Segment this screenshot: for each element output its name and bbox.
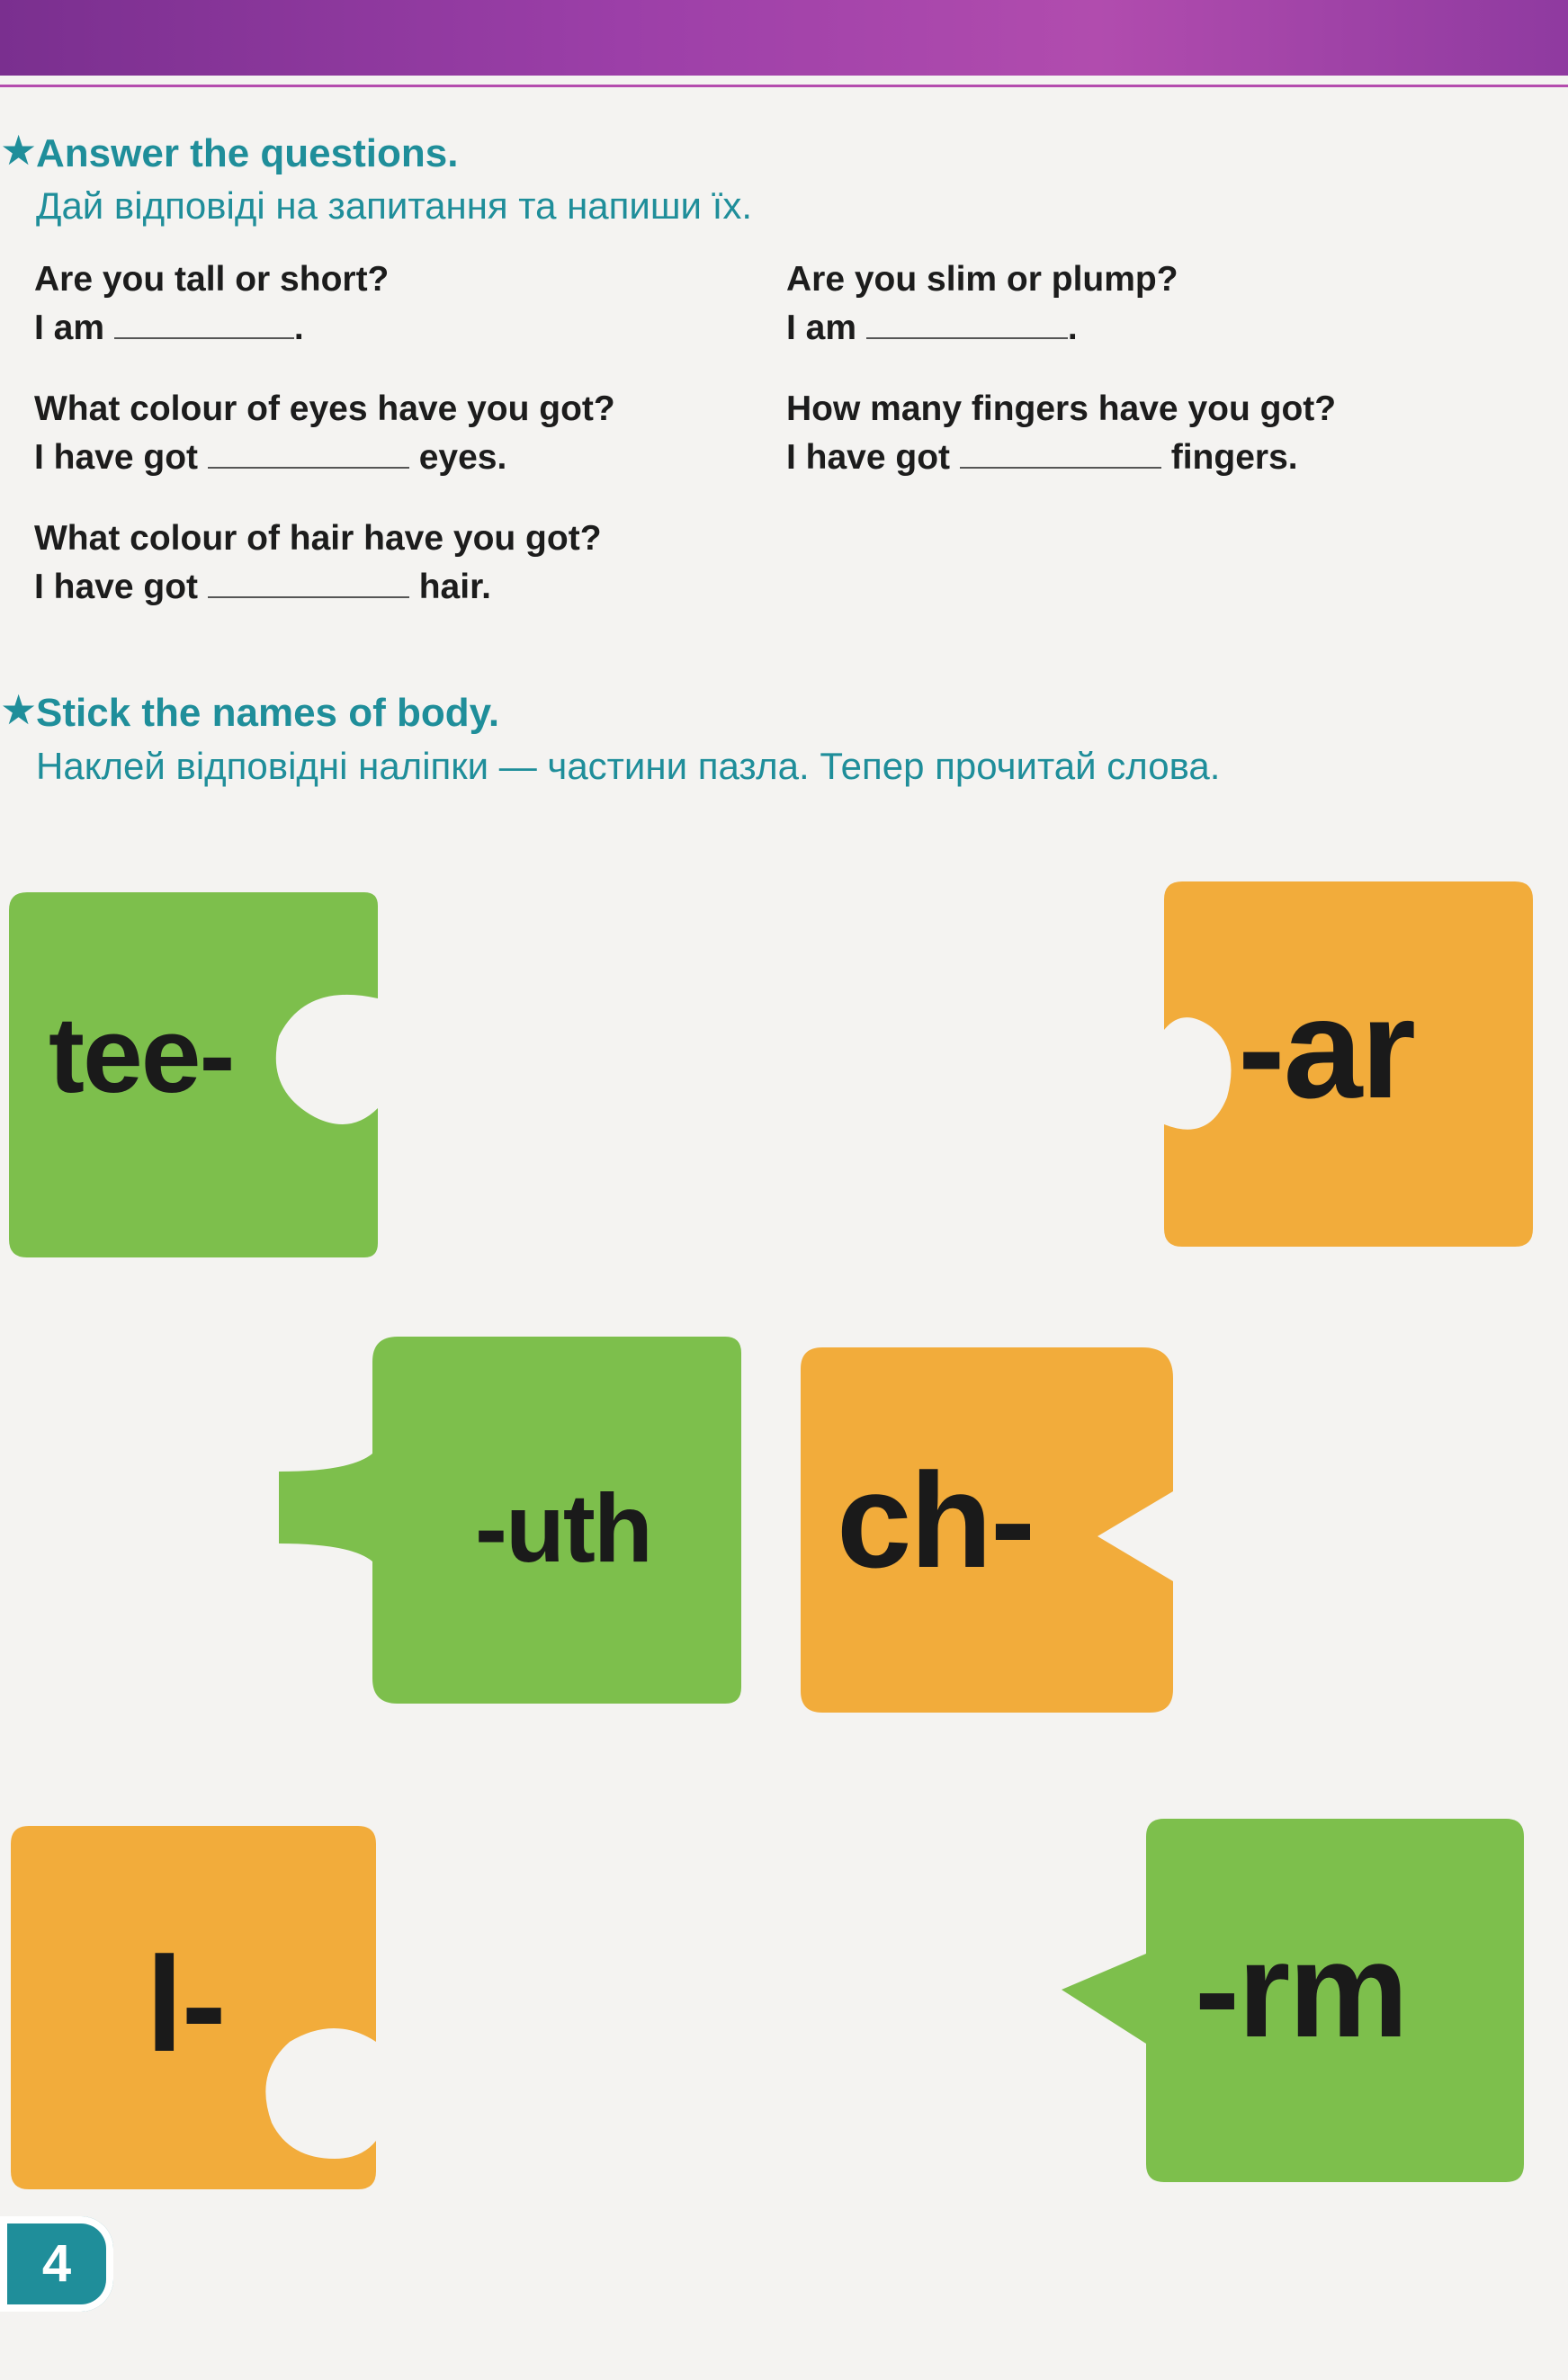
answer-line: I have got hair. <box>34 568 491 606</box>
piece-text: l- <box>146 1928 225 2080</box>
answer-line: I have got fingers. <box>786 438 1298 477</box>
star-icon: ★ <box>0 127 38 174</box>
section1-title: ★ Answer the questions. <box>0 127 459 175</box>
piece-text: -ar <box>1238 970 1414 1128</box>
question-2 <box>786 255 1178 353</box>
piece-text: tee- <box>49 995 234 1115</box>
section2-subtitle: Наклей відповідні наліпки — частини пазла. Тепер прочитай слова. <box>36 745 1221 787</box>
puzzle-piece-tee[interactable] <box>9 892 378 1257</box>
question-text: How many fingers have you got? <box>786 389 1337 428</box>
question-1 <box>34 255 389 353</box>
answer-line: I am . <box>34 309 304 347</box>
answer-line: I am . <box>786 309 1078 347</box>
section1-subtitle: Дай відповіді на запитання та напиши їх. <box>36 184 753 227</box>
star-icon: ★ <box>0 686 38 733</box>
piece-text: ch- <box>837 1445 1034 1596</box>
puzzle-piece-rm[interactable] <box>1062 1819 1524 2182</box>
question-5 <box>34 514 602 612</box>
question-text: Are you slim or plump? <box>786 260 1178 299</box>
top-rule <box>0 85 1568 87</box>
section2-title: ★ Stick the names of body. <box>0 686 500 735</box>
piece-text: -rm <box>1195 1914 1407 2065</box>
puzzle-piece-uth[interactable] <box>279 1337 741 1704</box>
question-text: What colour of hair have you got? <box>34 519 602 558</box>
answer-blank[interactable] <box>960 436 1161 469</box>
answer-blank[interactable] <box>866 307 1068 339</box>
answer-blank[interactable] <box>114 307 294 339</box>
puzzle-piece-ch[interactable] <box>801 1347 1173 1713</box>
answer-line: I have got eyes. <box>34 438 507 477</box>
puzzle-piece-ar[interactable] <box>1155 881 1533 1247</box>
question-4 <box>786 385 1336 482</box>
answer-blank[interactable] <box>208 436 409 469</box>
question-text: Are you tall or short? <box>34 260 390 299</box>
top-banner <box>0 0 1568 76</box>
piece-text: -uth <box>475 1473 651 1582</box>
puzzle-piece-l[interactable] <box>11 1826 376 2189</box>
answer-blank[interactable] <box>208 566 409 598</box>
page-number: 4 <box>0 2216 113 2312</box>
question-3 <box>34 385 615 482</box>
question-text: What colour of eyes have you got? <box>34 389 615 428</box>
